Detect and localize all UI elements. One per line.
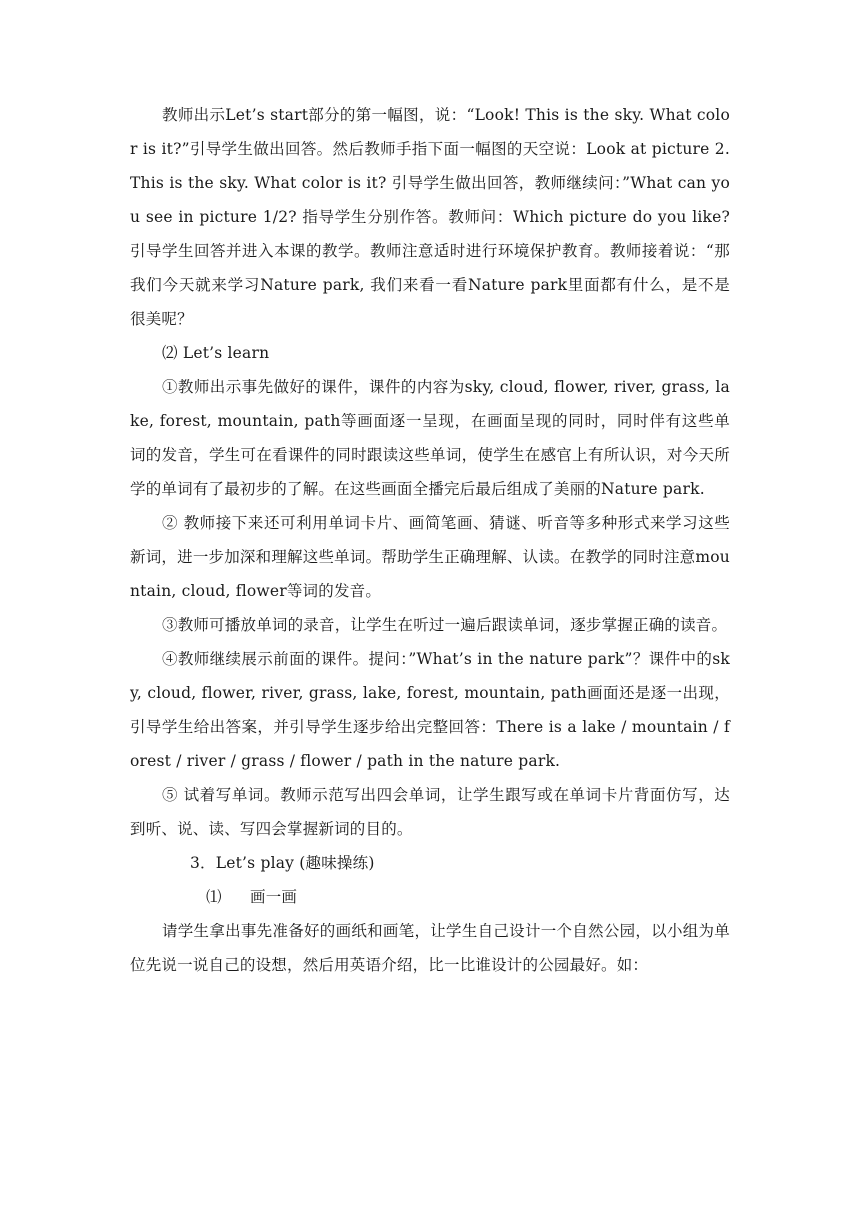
intro-paragraph: 教师出示Let’s start部分的第一幅图，说：“Look! This is the sky. What color is it?”引导学生做出回答。然后教师手指下面一幅图的天空说：Look at picture 2. This is the sky. What color is it? 引导学生做出回答，教师继续问：”What can you see in picture 1/2? 指导学生分别作答。教师问：Which picture do you like? 引导学生回答并进入本课的教学。教师注意适时进行环境保护教育。教师接着说：“那我们今天就来学习Nature park, 我们来看一看Nature park里面都有什么，是不是很美呢？ — [130, 106, 730, 328]
subheading-text: 画一画 — [250, 888, 298, 906]
activity-paragraph: 请学生拿出事先准备好的画纸和画笔，让学生自己设计一个自然公园，以小组为单位先说一说自己的设想，然后用英语介绍，比一比谁设计的公园最好。如： — [130, 922, 730, 974]
subheading-draw — [130, 880, 730, 914]
step-4-paragraph: ④教师继续展示前面的课件。提问：”What’s in the nature park”？课件中的sky, cloud, flower, river, grass, lake, forest, mountain, path画面还是逐一出现，引导学生给出答案，并引导学生逐步给出完整回答：There is a lake / mountain / forest / river / grass / flower / path in the nature park. — [130, 650, 730, 770]
subheading-number: ⑴ — [206, 888, 222, 906]
step-2-paragraph: ② 教师接下来还可利用单词卡片、画简笔画、猜谜、听音等多种形式来学习这些新词，进一步加深和理解这些单词。帮助学生正确理解、认读。在教学的同时注意mountain, cloud, flower等词的发音。 — [130, 514, 730, 600]
section-heading-lets-play: 3．Let’s play (趣味操练) — [190, 854, 375, 872]
step-3-paragraph: ③教师可播放单词的录音，让学生在听过一遍后跟读单词，逐步掌握正确的读音。 — [162, 616, 728, 634]
step-5-paragraph: ⑤ 试着写单词。教师示范写出四会单词，让学生跟写或在单词卡片背面仿写，达到听、说、读、写四会掌握新词的目的。 — [130, 786, 730, 838]
section-heading-lets-learn: ⑵ Let’s learn — [162, 344, 270, 362]
step-1-paragraph: ①教师出示事先做好的课件，课件的内容为sky, cloud, flower, river, grass, lake, forest, mountain, path等画面逐一呈现，在画面呈现的同时，同时伴有这些单词的发音，学生可在看课件的同时跟读这些单词，使学生在感官上有所认识，对今天所学的单词有了最初步的了解。在这些画面全播完后最后组成了美丽的Nature park. — [130, 378, 730, 498]
document-page — [130, 98, 730, 982]
